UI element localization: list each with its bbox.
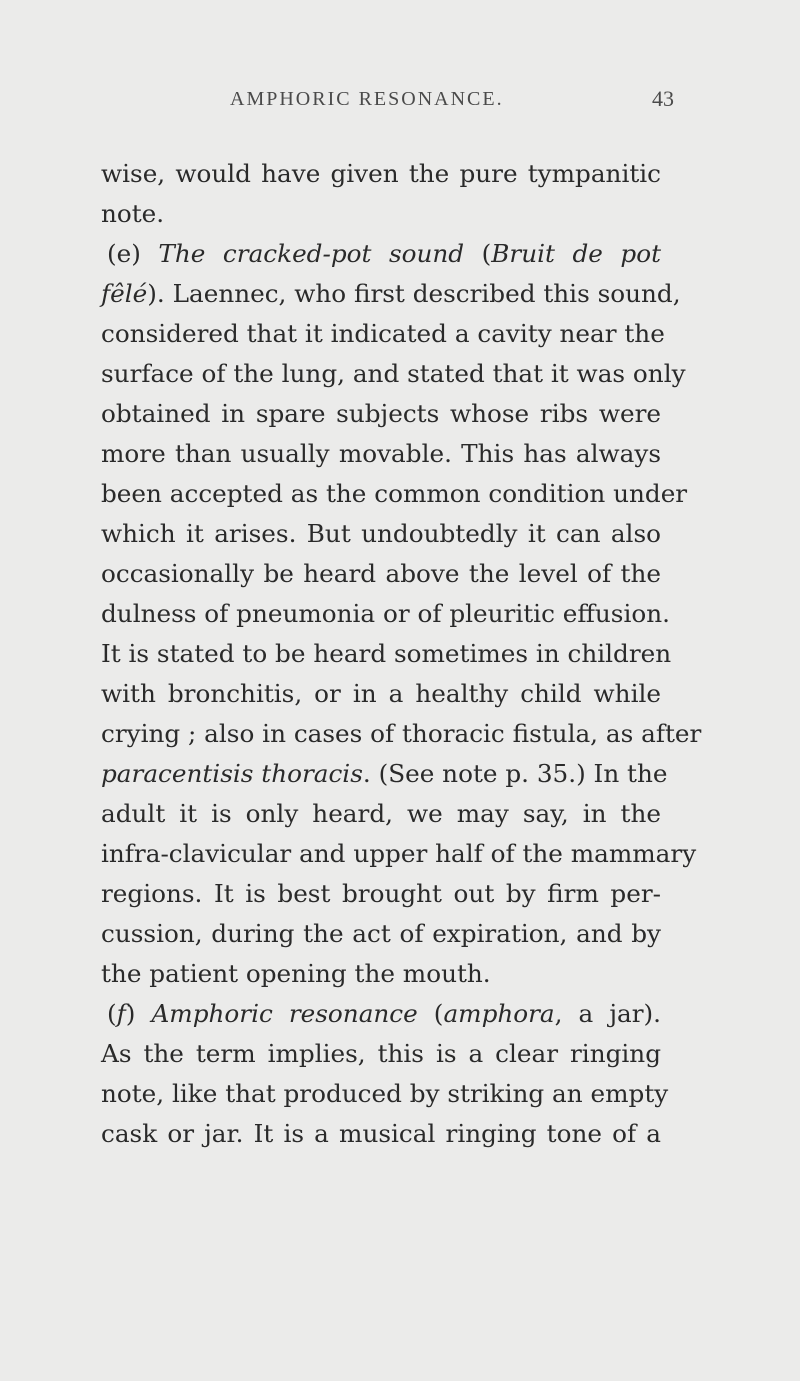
text-line bbox=[101, 554, 661, 594]
latin-term-italic: paracentisis thoracis bbox=[101, 759, 363, 788]
text-segment: occasionally be heard above the level of the bbox=[101, 559, 661, 588]
text-segment: note. bbox=[101, 199, 165, 228]
section-label: (e) bbox=[107, 239, 159, 268]
body-text bbox=[101, 154, 702, 1154]
text-segment: ( bbox=[464, 239, 492, 268]
text-segment: , a jar). bbox=[554, 999, 661, 1028]
text-line bbox=[101, 914, 661, 954]
text-segment: the patient opening the mouth. bbox=[101, 959, 491, 988]
text-segment: cask or jar. It is a musical ringing tone of a bbox=[101, 1119, 661, 1148]
french-term-italic: Bruit de pot bbox=[491, 239, 662, 268]
text-segment: ( bbox=[107, 999, 117, 1028]
text-segment: with bronchitis, or in a healthy child while bbox=[101, 679, 661, 708]
text-segment: crying ; also in cases of thoracic fistula, as after bbox=[101, 719, 702, 748]
text-segment: ( bbox=[417, 999, 444, 1028]
text-line bbox=[101, 474, 688, 514]
section-heading-italic: Amphoric resonance bbox=[151, 999, 418, 1028]
text-segment: cussion, during the act of expiration, and by bbox=[101, 919, 661, 948]
text-segment: ). Laennec, who first described this sound, bbox=[147, 279, 681, 308]
text-line bbox=[101, 834, 697, 874]
text-segment: more than usually movable. This has always bbox=[101, 439, 661, 468]
text-segment: dulness of pneumonia or of pleuritic effusion. bbox=[101, 599, 670, 628]
text-line bbox=[101, 594, 670, 634]
text-line bbox=[101, 1114, 661, 1154]
text-segment: adult it is only heard, we may say, in the bbox=[101, 799, 661, 828]
text-line bbox=[101, 794, 661, 834]
text-segment: considered that it indicated a cavity near the bbox=[101, 319, 665, 348]
text-segment: It is stated to be heard sometimes in children bbox=[101, 639, 672, 668]
page-number: 43 bbox=[652, 86, 674, 111]
text-line bbox=[101, 354, 686, 394]
text-line bbox=[101, 274, 681, 314]
section-heading-line bbox=[101, 234, 661, 274]
section-heading-line bbox=[101, 994, 661, 1034]
text-line bbox=[101, 434, 661, 474]
text-segment: which it arises. But undoubtedly it can also bbox=[101, 519, 661, 548]
section-heading-italic: The cracked-pot sound bbox=[158, 239, 465, 268]
text-line bbox=[101, 1074, 669, 1114]
text-line bbox=[101, 514, 661, 554]
text-line bbox=[101, 954, 661, 994]
text-segment: . (See note p. 35.) In the bbox=[362, 759, 668, 788]
french-term-italic: fêlé bbox=[101, 279, 148, 308]
text-line bbox=[101, 314, 665, 354]
text-line bbox=[101, 754, 668, 794]
text-line bbox=[101, 1034, 661, 1074]
running-head bbox=[0, 88, 800, 118]
latin-term-italic: amphora bbox=[443, 999, 555, 1028]
text-line bbox=[101, 194, 661, 234]
text-segment: ) bbox=[125, 999, 152, 1028]
text-line bbox=[101, 874, 661, 914]
text-line bbox=[101, 154, 661, 194]
text-segment: note, like that produced by striking an empty bbox=[101, 1079, 669, 1108]
text-segment: As the term implies, this is a clear ringing bbox=[101, 1039, 661, 1068]
text-line bbox=[101, 634, 672, 674]
section-label-italic: f bbox=[116, 999, 126, 1028]
text-segment: wise, would have given the pure tympanitic bbox=[101, 159, 661, 188]
text-segment: infra-clavicular and upper half of the mammary bbox=[101, 839, 697, 868]
text-line bbox=[101, 674, 661, 714]
text-segment: obtained in spare subjects whose ribs were bbox=[101, 399, 661, 428]
text-segment: surface of the lung, and stated that it was only bbox=[101, 359, 686, 388]
running-title: AMPHORIC RESONANCE. bbox=[230, 88, 504, 110]
text-segment: regions. It is best brought out by firm per- bbox=[101, 879, 661, 908]
text-line bbox=[101, 714, 702, 754]
text-segment: been accepted as the common condition under bbox=[101, 479, 688, 508]
text-line bbox=[101, 394, 661, 434]
